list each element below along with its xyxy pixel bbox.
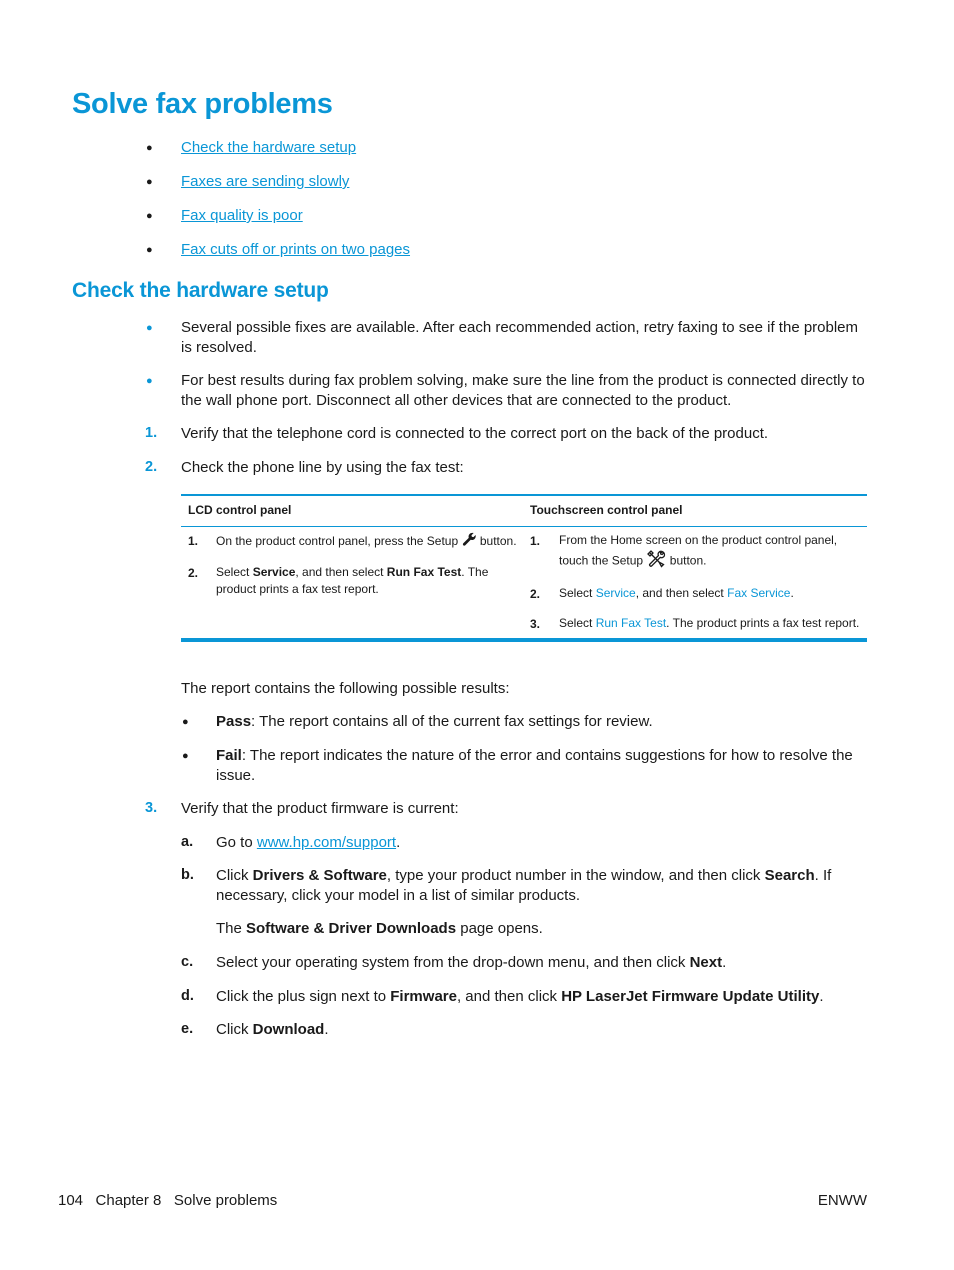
substep-letter: b. xyxy=(181,867,194,883)
table-step-number: 2. xyxy=(188,566,199,580)
result-pass: Pass: The report contains all of the current fax settings for review. xyxy=(216,713,653,730)
bullet-icon: ● xyxy=(146,210,153,222)
substep-b: Click Drivers & Software, type your product number in the window, and then click Search. If necessary, click your model in a list of similar products. xyxy=(216,867,832,904)
substep-c: Select your operating system from the drop-down menu, and then click Next. xyxy=(216,954,727,971)
table-header-lcd: LCD control panel xyxy=(188,503,292,517)
menu-service: Service xyxy=(595,586,636,600)
touch-step-3: Select Run Fax Test. The product prints a fax test report. xyxy=(559,616,860,630)
tools-icon xyxy=(646,549,666,574)
bullet-icon: ● xyxy=(146,142,153,154)
table-step-number: 1. xyxy=(188,534,199,548)
bullet-icon: ● xyxy=(182,716,189,728)
table-step-number: 2. xyxy=(530,587,541,601)
page-title: Solve fax problems xyxy=(72,88,333,120)
touch-step-2: Select Service, and then select Fax Service. xyxy=(559,586,794,600)
hp-support-link[interactable]: www.hp.com/support xyxy=(256,834,397,851)
substep-letter: e. xyxy=(181,1021,194,1037)
bullet-icon: ● xyxy=(146,322,153,334)
section-title: Check the hardware setup xyxy=(72,279,329,302)
toc-link-hardware-setup[interactable]: Check the hardware setup xyxy=(181,139,357,156)
footer-enww: ENWW xyxy=(817,1192,867,1209)
substep-letter: c. xyxy=(181,954,194,970)
table-step-number: 3. xyxy=(530,617,541,631)
wrench-icon xyxy=(462,532,477,552)
touch-step-1: From the Home screen on the product control panel, touch the Setup button. xyxy=(559,532,859,573)
step-1-text: Verify that the telephone cord is connected to the correct port on the back of the product. xyxy=(181,425,769,442)
table-bottom-rule xyxy=(181,638,867,642)
step-3-text: Verify that the product firmware is current: xyxy=(181,800,459,817)
table-top-rule xyxy=(181,494,867,496)
bullet-text-fixes: Several possible fixes are available. After each recommended action, retry faxing to see if the problem is resolved. xyxy=(181,319,859,356)
bullet-icon: ● xyxy=(182,750,189,762)
step-number: 2. xyxy=(145,459,158,475)
footer-page-info: 104 Chapter 8 Solve problems xyxy=(58,1192,278,1209)
substep-b-result: The Software & Driver Downloads page opens. xyxy=(216,920,543,937)
table-step-number: 1. xyxy=(530,534,541,548)
bullet-icon: ● xyxy=(146,244,153,256)
substep-letter: d. xyxy=(181,988,194,1004)
lcd-step-1: On the product control panel, press the Setup button. xyxy=(216,532,517,552)
step-number: 1. xyxy=(145,425,158,441)
substep-letter: a. xyxy=(181,834,194,850)
toc-link-quality-poor[interactable]: Fax quality is poor xyxy=(181,207,303,224)
report-intro: The report contains the following possible results: xyxy=(181,680,510,697)
toc-link-cuts-off[interactable]: Fax cuts off or prints on two pages xyxy=(181,241,411,258)
step-2-text: Check the phone line by using the fax test: xyxy=(181,459,464,476)
toc-link-sending-slowly[interactable]: Faxes are sending slowly xyxy=(181,173,350,190)
substep-e: Click Download. xyxy=(216,1021,329,1038)
bullet-icon: ● xyxy=(146,375,153,387)
result-fail: Fail: The report indicates the nature of the error and contains suggestions for how to resolve the issue. xyxy=(216,747,853,784)
lcd-step-2: Select Service, and then select Run Fax Test. The product prints a fax test report. xyxy=(216,565,489,596)
step-number: 3. xyxy=(145,800,158,816)
menu-run-fax-test: Run Fax Test xyxy=(595,616,667,630)
menu-fax-service: Fax Service xyxy=(727,586,791,600)
table-header-touchscreen: Touchscreen control panel xyxy=(530,503,683,517)
bullet-icon: ● xyxy=(146,176,153,188)
bullet-text-best-results: For best results during fax problem solving, make sure the line from the product is connected directly to the wall phone port. Disconnect all other devices that are connected to the product. xyxy=(181,372,865,409)
substep-a: Go to www.hp.com/support. xyxy=(216,834,401,851)
table-header-rule xyxy=(181,526,867,527)
substep-d: Click the plus sign next to Firmware, and then click HP LaserJet Firmware Update Utility. xyxy=(216,988,824,1005)
